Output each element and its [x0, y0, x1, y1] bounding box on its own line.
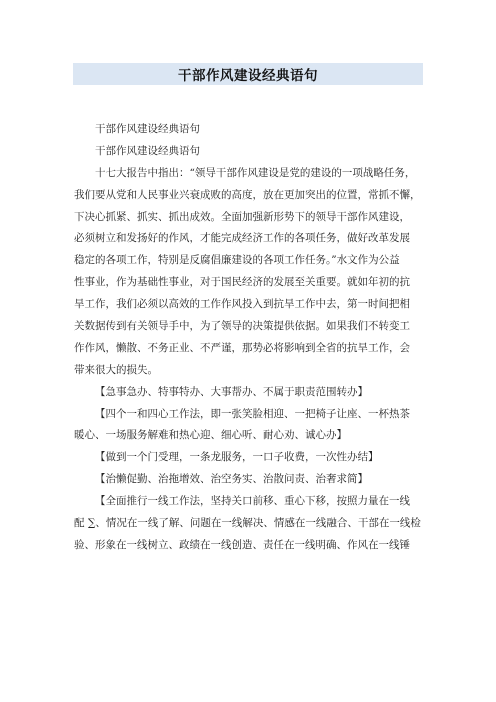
text-line: 作作风，懒散、不务正业、不严谨，那势必将影响到全省的抗旱工作，会: [74, 341, 410, 354]
text-line: 旱工作，我们必须以高效的工作作风投入到抗旱工作中去，第一时间把相: [74, 298, 410, 311]
text-line: 【全面推行一线工作法，坚持关口前移、重心下移，按照力量在一线: [95, 495, 410, 508]
text-line: 稳定的各项工作，特别是反腐倡廉建设的各项工作任务。”水文作为公益: [74, 254, 400, 267]
text-line: 【做到一个门受理，一条龙服务，一口子收费，一次性办结】: [95, 451, 379, 464]
title-banner: [73, 63, 423, 85]
text-line: 带来很大的损失。: [74, 363, 158, 376]
document-body: [74, 119, 434, 557]
text-line: 【急事急办、特事特办、大事帮办、不属于职责范围转办】: [95, 385, 368, 398]
document-title: 干部作风建设经典语句: [178, 68, 318, 84]
text-line: 关数据传到有关领导手中，为了领导的决策提供依据。如果我们不转变工: [74, 320, 410, 333]
text-line: 性事业，作为基础性事业，对于国民经济的发展至关重要。就如年初的抗: [74, 276, 410, 289]
text-line: 必须树立和发扬好的作风，才能完成经济工作的各项任务，做好改革发展: [74, 232, 410, 245]
text-line: 干部作风建设经典语句: [95, 123, 200, 135]
text-line: 十七大报告中指出：“领导干部作风建设是党的建设的一项战略任务，: [95, 166, 416, 179]
text-line: 暖心、一场服务解难和热心迎、细心听、耐心劝、诚心办】: [74, 429, 347, 442]
text-line: 干部作风建设经典语句: [95, 144, 200, 157]
text-line: 下决心抓紧、抓实、抓出成效。全面加强新形势下的领导干部作风建设，: [74, 210, 410, 223]
text-line: 【治懒促勤、治拖增效、治空务实、治散问责、治奢求简】: [95, 473, 368, 486]
text-line: 验、形象在一线树立、政绩在一线创造、责任在一线明确、作风在一线锤: [74, 538, 410, 551]
text-line: 我们要从党和人民事业兴衰成败的高度，放在更加突出的位置，常抓不懈，: [74, 188, 421, 201]
text-line: 配 ∑、情况在一线了解、问题在一线解决、情感在一线融合、干部在一线检: [74, 517, 421, 530]
text-line: 【四个一和四心工作法，即一张笑脸相迎、一把椅子让座、一杯热茶: [95, 407, 410, 420]
